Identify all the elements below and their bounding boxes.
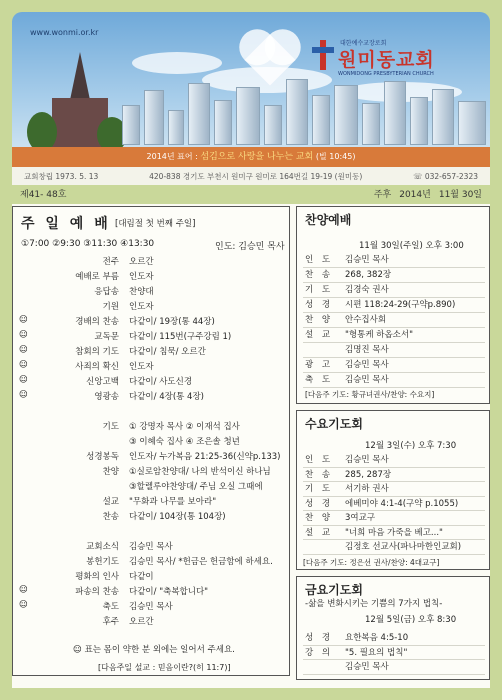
service-item bbox=[19, 330, 285, 345]
service-row bbox=[303, 646, 485, 661]
website-url[interactable]: www.wonmi.or.kr bbox=[30, 28, 99, 37]
service-item-label: 기원 bbox=[102, 302, 119, 312]
service-row-value: 시편 118:24-29(구약p.890) bbox=[345, 300, 456, 310]
service-row-value: 안수집사회 bbox=[345, 315, 387, 325]
standing-mark-icon: ☺ bbox=[19, 315, 28, 325]
service-item-value: 다같이/ 19장(통 44장) bbox=[129, 317, 215, 327]
standing-mark-icon: ☺ bbox=[19, 585, 28, 595]
service-item-label: 기도 bbox=[102, 422, 119, 432]
tree-shape bbox=[27, 112, 57, 152]
service-row-label: 성 경 bbox=[305, 300, 334, 310]
service-item-label: 봉헌기도 bbox=[86, 557, 119, 567]
service-item-value: 찬양대 bbox=[129, 287, 154, 297]
service-item-label: 교독문 bbox=[94, 332, 119, 342]
service-row-label: 찬 양 bbox=[305, 315, 334, 325]
wednesday-service-next: [다음주 기도: 정은선 권사/찬양: 4대교구] bbox=[303, 558, 440, 567]
service-row-label: 설 교 bbox=[305, 527, 334, 538]
service-item bbox=[19, 570, 285, 585]
service-item bbox=[19, 300, 285, 315]
service-row-label: 성 경 bbox=[305, 498, 334, 509]
friday-service-title: 금요기도회 bbox=[305, 583, 363, 597]
service-row-value: 김정호 선교사(파나마한인교회) bbox=[345, 542, 462, 552]
service-item-value: 다같이/ 104장(통 104장) bbox=[129, 512, 226, 522]
service-row-value: 요한복음 4:5-10 bbox=[345, 633, 409, 643]
service-item-value: ③할렐루야찬양대/ 주님 오실 그때에 bbox=[129, 482, 263, 492]
service-item bbox=[19, 450, 285, 465]
service-row-value: "너희 마음 가죽을 베고..." bbox=[345, 527, 443, 538]
service-row-value: 285, 287장 bbox=[345, 469, 392, 480]
issue-date bbox=[366, 187, 482, 203]
service-item bbox=[19, 375, 285, 390]
praise-service-title: 찬양예배 bbox=[305, 213, 352, 227]
date-year: 2014년 bbox=[399, 190, 431, 200]
service-row-value: 268, 382장 bbox=[345, 270, 392, 280]
service-item bbox=[19, 420, 285, 435]
service-row bbox=[303, 373, 485, 388]
service-row-value: 김승민 목사 bbox=[345, 662, 389, 672]
next-sermon: [다음주일 설교 : 믿음이란?(히 11:7)] bbox=[98, 663, 231, 672]
service-row-label: 성 경 bbox=[305, 633, 334, 643]
service-row bbox=[303, 468, 485, 483]
founded-date: 교회창립 1973. 5. 13 bbox=[24, 171, 99, 181]
service-item-label: 참회의 기도 bbox=[75, 347, 119, 357]
service-row bbox=[303, 497, 485, 512]
wednesday-service-box bbox=[296, 410, 490, 570]
service-row-label: 강 의 bbox=[305, 647, 334, 658]
service-row-label: 찬 양 bbox=[305, 513, 334, 523]
service-item-value: 인도자 bbox=[129, 362, 154, 372]
service-row-label: 축 도 bbox=[305, 375, 334, 385]
service-item-value: 다같이 bbox=[129, 572, 154, 582]
service-item-label: 성경봉독 bbox=[86, 452, 119, 462]
service-item bbox=[19, 390, 285, 405]
friday-service-subtitle: -삶을 변화시키는 기쁨의 7가지 법칙- bbox=[305, 599, 443, 609]
service-row-value: 김명진 목사 bbox=[345, 345, 389, 355]
service-item-value: "무화과 나무를 보아라" bbox=[129, 497, 217, 507]
service-row-value: 김경숙 권사 bbox=[345, 285, 389, 295]
service-row-label: 광 고 bbox=[305, 360, 334, 370]
service-row bbox=[303, 482, 485, 497]
order-of-service bbox=[19, 255, 285, 630]
service-item bbox=[19, 315, 285, 330]
friday-service-datetime: 12월 5일(금) 오후 8:30 bbox=[365, 615, 457, 625]
phone-number: ☏ 032-657-2323 bbox=[413, 171, 478, 181]
service-row bbox=[303, 540, 485, 555]
service-item bbox=[19, 495, 285, 510]
service-item-label: 경배의 찬송 bbox=[75, 317, 119, 327]
service-item bbox=[19, 615, 285, 630]
service-item-value: 다같이/ 사도신경 bbox=[129, 377, 193, 387]
service-item-label: 전주 bbox=[102, 257, 119, 267]
service-row bbox=[303, 343, 485, 358]
cloud-shape bbox=[132, 52, 222, 74]
service-row-value: 김승민 목사 bbox=[345, 375, 389, 385]
service-item-label: 후주 bbox=[102, 617, 119, 627]
service-row-value: 서기하 권사 bbox=[345, 484, 389, 494]
service-item-value: 다같이/ 침묵/ 오르간 bbox=[129, 347, 206, 357]
service-item-value: 인도자 bbox=[129, 272, 154, 282]
service-row-label: 인 도 bbox=[305, 255, 334, 265]
church-info-bar bbox=[12, 167, 490, 185]
standing-mark-icon: ☺ bbox=[19, 345, 28, 355]
service-item bbox=[19, 585, 285, 600]
service-item bbox=[19, 345, 285, 360]
service-item-value: ③ 이혜숙 집사 ④ 조은솔 청년 bbox=[129, 437, 240, 447]
service-row bbox=[303, 313, 485, 328]
service-item-value: 다같이/ "축복합니다" bbox=[129, 587, 209, 597]
service-item-label: 교회소식 bbox=[86, 542, 119, 552]
service-row-value: 3여교구 bbox=[345, 513, 376, 523]
praise-service-datetime: 11월 30일(주일) 오후 3:00 bbox=[359, 241, 464, 251]
service-leader: 인도: 김승민 목사 bbox=[215, 242, 285, 252]
issue-number: 제41- 48호 bbox=[20, 190, 67, 200]
service-row-value: 에베미야 4:1-4(구약 p.1055) bbox=[345, 498, 459, 509]
service-row bbox=[303, 268, 485, 283]
service-row-label: 인 도 bbox=[305, 455, 334, 465]
service-item-value: 인도자/ 누가복음 21:25-36(신약p.133) bbox=[129, 452, 281, 462]
service-item bbox=[19, 465, 285, 480]
service-times-text: ①7:00 ②9:30 ③11:30 ④13:30 bbox=[21, 239, 155, 249]
service-row-label: 기 도 bbox=[305, 285, 334, 295]
service-row bbox=[303, 283, 485, 298]
service-row bbox=[303, 358, 485, 373]
service-item-value: 다같이/ 4장(통 4장) bbox=[129, 392, 204, 402]
service-item-value: ①실로암찬양대/ 나의 반석이신 하나님 bbox=[129, 467, 271, 477]
service-row bbox=[303, 253, 485, 268]
service-item bbox=[19, 540, 285, 555]
standing-mark-icon: ☺ bbox=[19, 600, 28, 610]
service-item-label: 신앙고백 bbox=[86, 377, 119, 387]
date-prefix: 주후 bbox=[373, 190, 392, 200]
city-skyline-image bbox=[122, 75, 490, 145]
wednesday-service-title: 수요기도회 bbox=[305, 417, 363, 431]
praise-service-box bbox=[296, 206, 490, 404]
service-row-label: 설 교 bbox=[305, 330, 334, 340]
main-service-subtitle: [대림절 첫 번째 주일] bbox=[115, 219, 196, 229]
service-item-label: 찬송 bbox=[102, 512, 119, 522]
service-row bbox=[303, 511, 485, 526]
main-service-title: 주 일 예 배 bbox=[21, 216, 111, 232]
date-day: 11월 30일 bbox=[438, 190, 482, 200]
service-item-label: 파송의 찬송 bbox=[75, 587, 119, 597]
service-item-value: ① 강명자 목사 ② 이재석 집사 bbox=[129, 422, 240, 432]
service-item bbox=[19, 270, 285, 285]
standing-mark-icon: ☺ bbox=[19, 330, 28, 340]
address: 420-838 경기도 부천시 원미구 원미로 164번길 19-19 (원미동) bbox=[149, 171, 363, 181]
friday-service-box bbox=[296, 576, 490, 680]
service-item bbox=[19, 435, 285, 450]
service-row-label: 기 도 bbox=[305, 484, 334, 494]
service-item-value: 다같이/ 115번(구주강림 1) bbox=[129, 332, 232, 342]
service-row-label: 찬 송 bbox=[305, 469, 334, 480]
service-item bbox=[19, 360, 285, 375]
motto-text: 섬김으로 사랑을 나누는 교회 bbox=[200, 152, 314, 162]
header-banner bbox=[12, 12, 490, 167]
church-name: 원미동교회 bbox=[338, 49, 435, 71]
service-item-label: 설교 bbox=[102, 497, 119, 507]
church-name-english: WONMIDONG PRESBYTERIAN CHURCH bbox=[338, 71, 434, 77]
service-row bbox=[303, 660, 485, 675]
service-row bbox=[303, 631, 485, 646]
service-item bbox=[19, 525, 285, 540]
motto-reference: (빌 10:45) bbox=[313, 152, 356, 161]
service-item bbox=[19, 480, 285, 495]
service-item-label: 축도 bbox=[102, 602, 119, 612]
standing-mark-icon: ☺ bbox=[19, 360, 28, 370]
standing-note: ☺ 표는 몸이 약한 분 외에는 일어서 주세요. bbox=[73, 645, 235, 655]
service-item-value: 인도자 bbox=[129, 302, 154, 312]
issue-row bbox=[12, 187, 490, 203]
service-row bbox=[303, 526, 485, 541]
service-item bbox=[19, 555, 285, 570]
service-row-label: 찬 송 bbox=[305, 270, 334, 280]
service-row-value: "5. 필요의 법칙" bbox=[345, 647, 408, 658]
main-service-box bbox=[12, 206, 290, 676]
service-item-value: 김승민 목사/ *헌금은 헌금함에 하세요. bbox=[129, 557, 273, 567]
service-item-label: 영광송 bbox=[94, 392, 119, 402]
service-item bbox=[19, 510, 285, 525]
service-item-value: 김승민 목사 bbox=[129, 602, 173, 612]
service-item-label: 평화의 인사 bbox=[75, 572, 119, 582]
service-item-label: 찬양 bbox=[102, 467, 119, 477]
service-row bbox=[303, 298, 485, 313]
motto-prefix: 2014년 표어 : bbox=[146, 152, 201, 161]
service-row bbox=[303, 328, 485, 343]
standing-mark-icon: ☺ bbox=[19, 375, 28, 385]
service-item-label: 예배로 부름 bbox=[75, 272, 119, 282]
service-row-value: 김승민 목사 bbox=[345, 360, 389, 370]
service-row bbox=[303, 453, 485, 468]
service-times bbox=[21, 239, 285, 252]
standing-mark-icon: ☺ bbox=[19, 390, 28, 400]
service-row-value: 김승민 목사 bbox=[345, 455, 389, 465]
denomination-label: 대한예수교장로회 bbox=[340, 40, 387, 47]
service-item bbox=[19, 285, 285, 300]
service-item bbox=[19, 405, 285, 420]
service-item-value: 오르간 bbox=[129, 617, 154, 627]
service-row-value: "형통케 하옵소서" bbox=[345, 330, 413, 340]
service-item bbox=[19, 600, 285, 615]
praise-service-next: [다음주 기도: 황규녀권사/찬양: 수요지] bbox=[305, 390, 435, 399]
service-item-label: 사죄의 확신 bbox=[75, 362, 119, 372]
service-row-value: 김승민 목사 bbox=[345, 255, 389, 265]
service-item-value: 김승민 목사 bbox=[129, 542, 173, 552]
cross-icon bbox=[312, 40, 334, 70]
service-item-value: 오르간 bbox=[129, 257, 154, 267]
wednesday-service-datetime: 12월 3일(수) 오후 7:30 bbox=[365, 441, 457, 451]
motto-bar bbox=[12, 147, 490, 167]
service-item bbox=[19, 255, 285, 270]
church-logo bbox=[312, 38, 472, 80]
service-item-label: 응답송 bbox=[94, 287, 119, 297]
